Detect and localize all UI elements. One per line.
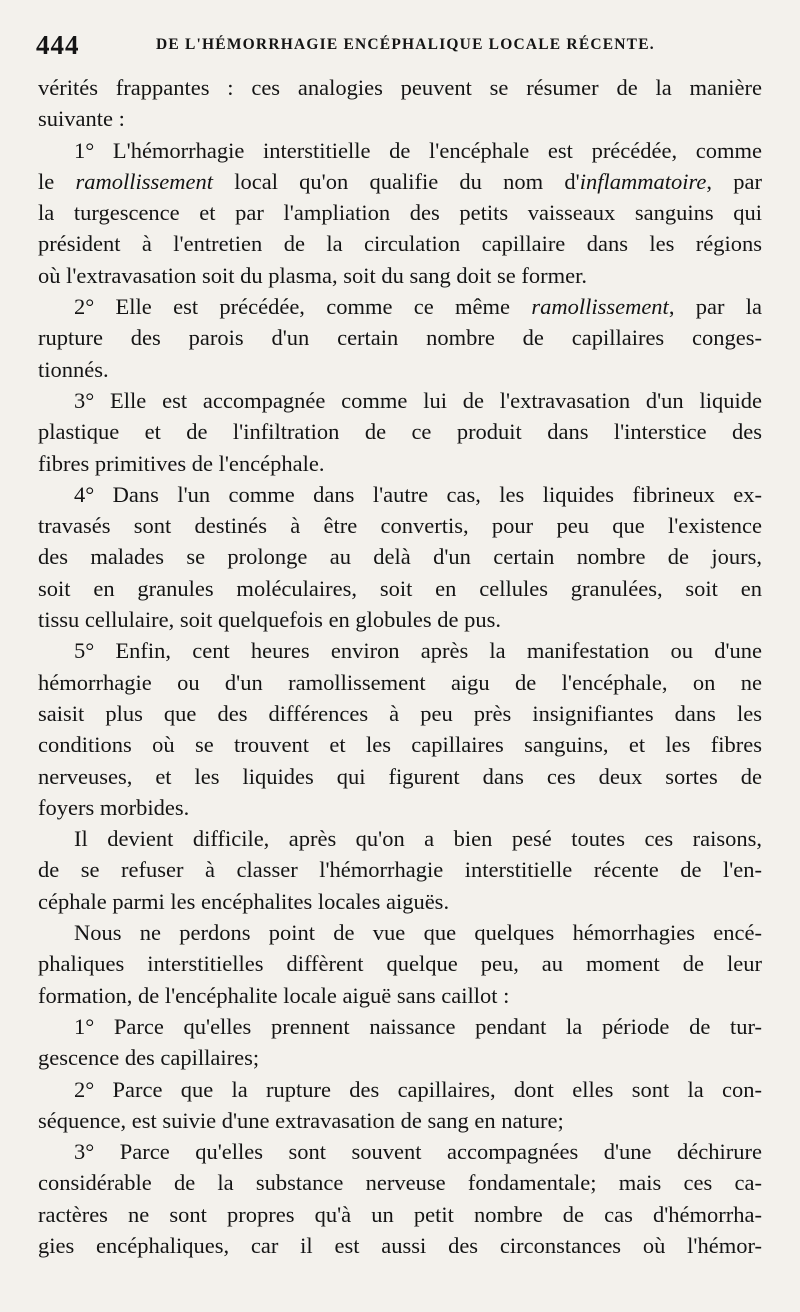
text-line: 1° Parce qu'elles prennent naissance pendant la période de tur- — [74, 1013, 762, 1039]
text-line: foyers morbides. — [38, 794, 190, 820]
text-line: fibres primitives de l'encéphale. — [38, 450, 325, 476]
text-line: rupture des parois d'un certain nombre de capillaires conges- — [38, 325, 762, 351]
text-line: séquence, est suivie d'une extravasation de sang en nature; — [38, 1107, 564, 1133]
text-line: considérable de la substance nerveuse fondamentale; mais ces ca- — [38, 1170, 762, 1196]
text-line: 5° Enfin, cent heures environ après la manifestation ou d'une — [74, 638, 762, 664]
text-line: ractères ne sont propres qu'à un petit nombre de cas d'hémorrha- — [38, 1201, 762, 1227]
text-line: Il devient difficile, après qu'on a bien pesé toutes ces raisons, — [74, 826, 762, 852]
text-line: 4° Dans l'un comme dans l'autre cas, les liquides fibrineux ex- — [74, 481, 762, 507]
text-line: hémorrhagie ou d'un ramollissement aigu de l'encéphale, on ne — [38, 669, 762, 695]
text-line: soit en granules moléculaires, soit en cellules granulées, soit en — [38, 575, 762, 601]
text-line: des malades se prolonge au delà d'un certain nombre de jours, — [38, 544, 762, 570]
text-line: phaliques interstitielles diffèrent quelque peu, au moment de leur — [38, 951, 762, 977]
running-title: DE L'HÉMORRHAGIE ENCÉPHALIQUE LOCALE RÉCENTE. — [156, 36, 655, 53]
text-line: tionnés. — [38, 356, 109, 382]
text-line: gies encéphaliques, car il est aussi des circonstances où l'hémor- — [38, 1232, 762, 1258]
text-line: gescence des capillaires; — [38, 1045, 260, 1071]
text-line: céphale parmi les encéphalites locales aiguës. — [38, 888, 450, 914]
text-line: président à l'entretien de la circulation capillaire dans les régions — [38, 231, 762, 257]
text-line: nerveuses, et les liquides qui figurent dans ces deux sortes de — [38, 763, 762, 789]
page-header — [36, 30, 756, 70]
text-line: Nous ne perdons point de vue que quelques hémorrhagies encé- — [74, 920, 762, 946]
text-line: la turgescence et par l'ampliation des petits vaisseaux sanguins qui — [38, 200, 762, 226]
page-number: 444 — [36, 30, 80, 60]
text-line: où l'extravasation soit du plasma, soit du sang doit se former. — [38, 262, 587, 288]
text-line: conditions où se trouvent et les capillaires sanguins, et les fibres — [38, 732, 762, 758]
body-text — [38, 72, 762, 1261]
text-line: plastique et de l'infiltration de ce produit dans l'interstice des — [38, 419, 762, 445]
text-line: travasés sont destinés à être convertis, pour peu que l'existence — [38, 513, 762, 539]
text-line: 2° Parce que la rupture des capillaires, dont elles sont la con- — [74, 1076, 762, 1102]
text-line: 2° Elle est précédée, comme ce même ramollissement, par la — [74, 294, 763, 320]
text-line: 3° Parce qu'elles sont souvent accompagnées d'une déchirure — [74, 1139, 762, 1165]
text-line: formation, de l'encéphalite locale aiguë sans caillot : — [38, 982, 510, 1008]
text-line: saisit plus que des différences à peu près insignifiantes dans les — [38, 700, 762, 726]
text-line: suivante : — [38, 106, 125, 132]
text-line: 1° L'hémorrhagie interstitielle de l'encéphale est précédée, comme — [74, 137, 762, 163]
text-line: vérités frappantes : ces analogies peuvent se résumer de la manière — [38, 75, 762, 100]
text-line: tissu cellulaire, soit quelquefois en globules de pus. — [38, 607, 502, 633]
text-line: de se refuser à classer l'hémorrhagie interstitielle récente de l'en- — [38, 857, 762, 883]
text-line: le ramollissement local qu'on qualifie du nom d'inflammatoire, par — [38, 168, 762, 194]
text-line: 3° Elle est accompagnée comme lui de l'extravasation d'un liquide — [74, 387, 762, 413]
